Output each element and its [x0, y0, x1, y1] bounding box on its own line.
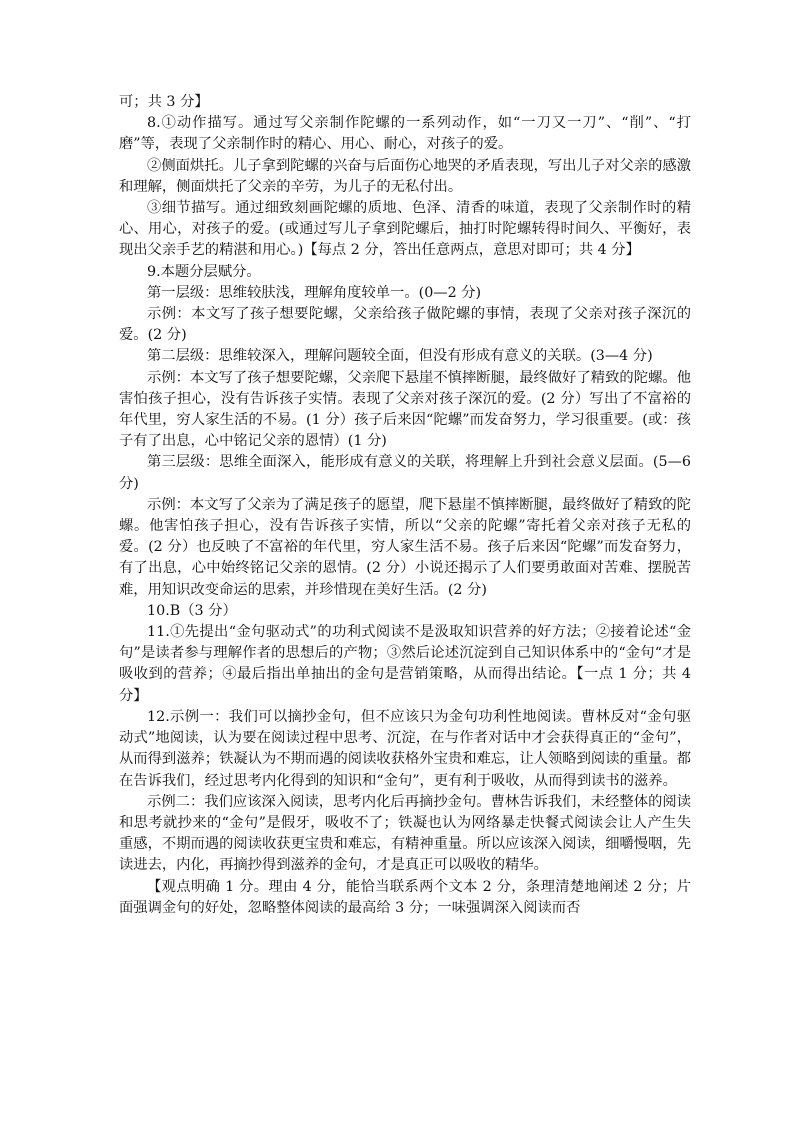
paragraph-q8-point1: 8.①动作描写。通过写父亲制作陀螺的一系列动作，如“一刀又一刀”、“削”、“打磨”等，表现了父亲制作时的精心、用心、耐心，对孩子的爱。: [119, 115, 691, 153]
paragraph-q9-level3: 第三层级：思维全面深入，能形成有意义的关联，将理解上升到社会意义层面。(5—6 分): [119, 454, 691, 492]
paragraph-q11-answer: 11.①先提出“金句驱动式”的功利式阅读不是汲取知识营养的好方法；②接着论述“金句”是读者参与理解作者的思想后的产物；③然后论述沉淀到自己知识体系中的“金句“才是吸收到的营养；④最后指出单抽出的金句是营销策略，从而得出结论。【一点 1 分；共 4 分】: [119, 624, 691, 704]
paragraph-q9-level2: 第二层级：思维较深入，理解问题较全面，但没有形成有意义的关联。(3—4 分): [147, 348, 653, 365]
paragraph-q9-level2-example: 示例：本文写了孩子想要陀螺，父亲爬下悬崖不慎摔断腿，最终做好了精致的陀螺。他害怕孩子担心，没有告诉孩子实情。表现了父亲对孩子深沉的爱。(2 分）写出了不富裕的年代里，穷人家生活的不易。(1 分）孩子后来因“陀螺”而发奋努力，学习很重要。(或：孩子有了出息，心中铭记父亲的恩情）(1 分): [119, 369, 691, 450]
paragraph-q10-answer: 10.B（3 分）: [147, 602, 237, 619]
answer-key-page: [119, 92, 691, 919]
paragraph-q8-point2: ②侧面烘托。儿子拿到陀螺的兴奋与后面伤心地哭的矛盾表现，写出儿子对父亲的感激和理解，侧面烘托了父亲的辛劳，为儿子的无私付出。: [119, 157, 691, 195]
paragraph-q9-level3-example: 示例：本文写了父亲为了满足孩子的愿望，爬下悬崖不慎摔断腿，最终做好了精致的陀螺。他害怕孩子担心，没有告诉孩子实情，所以“父亲的陀螺”寄托着父亲对孩子无私的爱。(2 分）也反映了不富裕的年代里，穷人家生活不易。孩子后来因“陀螺”而发奋努力，有了出息，心中始终铭记父亲的恩情。(2 分）小说还揭示了人们要勇敢面对苦难、摆脱苦难，用知识改变命运的思索，并珍惜现在美好生活。(2 分): [119, 496, 691, 598]
paragraph-q12-example2: 示例二：我们应该深入阅读，思考内化后再摘抄金句。曹林告诉我们，未经整体的阅读和思考就抄来的“金句”是假牙，吸收不了；铁凝也认为网络暴走快餐式阅读会让人产生失重感，不期而遇的阅读收获更宝贵和难忘，有精神重量。所以应该深入阅读，细嚼慢咽，先读进去，内化，再摘抄得到滋养的金句，才是真正可以吸收的精华。: [119, 793, 691, 874]
paragraph-q7-score-tail: 可；共 3 分】: [119, 94, 209, 110]
paragraph-q12-example1: 12.示例一：我们可以摘抄金句，但不应该只为金句功利性地阅读。曹林反对“金句驱动式”地阅读，认为要在阅读过程中思考、沉淀，在与作者对话中才会获得真正的“金句”，从而得到滋养；铁凝认为不期而遇的阅读收获格外宝贵和难忘，让人领略到阅读的重量。都在告诉我们，经过思考内化得到的知识和“金句”，更有利于吸收，从而得到读书的滋养。: [119, 708, 691, 789]
paragraph-q12-scoring: 【观点明确 1 分。理由 4 分，能恰当联系两个文本 2 分，条理清楚地阐述 2 分；片面强调金句的好处，忽略整体阅读的最高给 3 分；一味强调深入阅读而否: [119, 878, 691, 916]
paragraph-q9-level1: 第一层级：思维较肤浅，理解角度较单一。(0—2 分): [147, 284, 482, 301]
paragraph-q9-intro: 9.本题分层赋分。: [147, 263, 261, 280]
paragraph-q9-level1-example: 示例：本文写了孩子想要陀螺，父亲给孩子做陀螺的事情，表现了父亲对孩子深沉的爱。(2 分): [119, 306, 691, 344]
paragraph-q8-point3: ③细节描写。通过细致刻画陀螺的质地、色泽、清香的味道，表现了父亲制作时的精心、用心，对孩子的爱。(或通过写儿子拿到陀螺后，抽打时陀螺转得时间久、平衡好，表现出父亲手艺的精湛和用心。)【每点 2 分，答出任意两点，意思对即可；共 4 分】: [119, 200, 691, 259]
